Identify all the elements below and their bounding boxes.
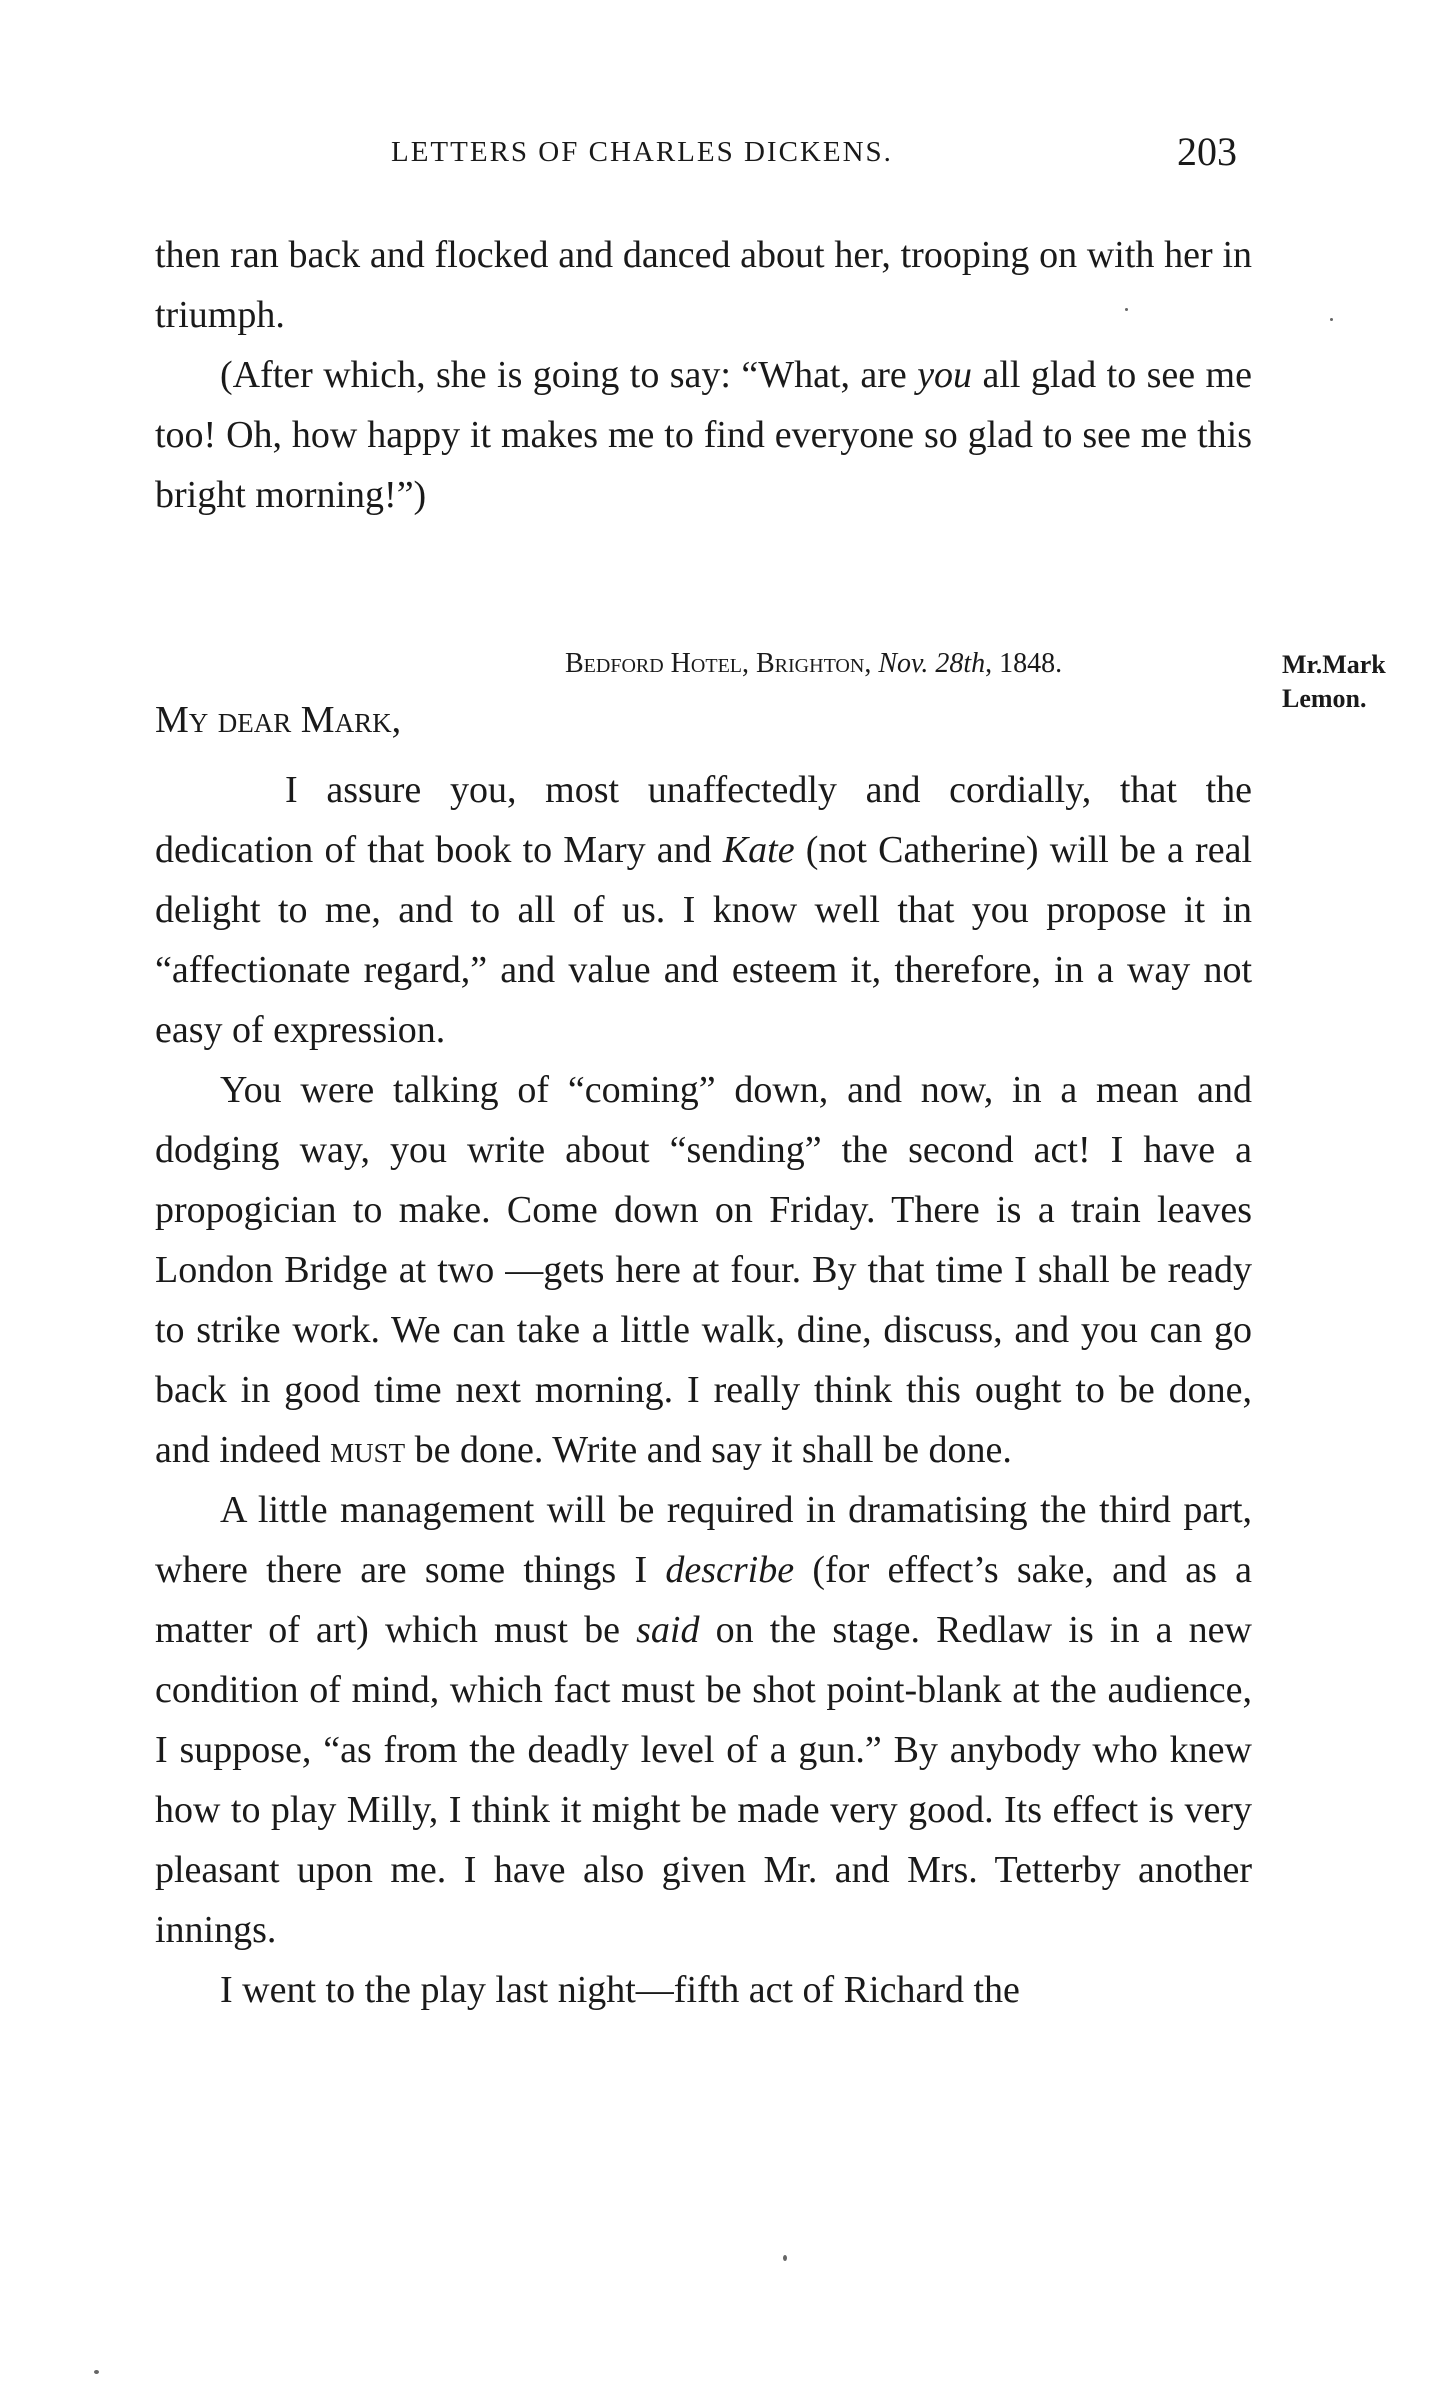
paragraph: (After which, she is going to say: “What, are you all glad to see me too! Oh, how happy it makes me to find everyone so glad to see me this bright morning!”) bbox=[155, 354, 1252, 516]
letter-dateline: Bedford Hotel, Brighton, Nov. 28th, 1848. bbox=[565, 648, 1063, 679]
page-number: 203 bbox=[1177, 129, 1237, 174]
paper-speck bbox=[1330, 318, 1333, 321]
running-head bbox=[155, 128, 1255, 178]
paragraph: I assure you, most unaffectedly and cordially, that the dedication of that book to Mary and Kate (not Catherine) will be a real delight to me, and to all of us. I know well that you propose it in “affectionate regard,” and value and esteem it, therefore, in a way not easy of expression. bbox=[155, 769, 1252, 1051]
paper-speck bbox=[94, 2370, 99, 2374]
paper-speck bbox=[1125, 308, 1128, 311]
top-passage bbox=[155, 225, 1252, 525]
paragraph: I went to the play last night—fifth act of Richard the bbox=[220, 1969, 1020, 2011]
paragraph: then ran back and flocked and danced about her, trooping on with her in triumph. bbox=[155, 234, 1252, 336]
paragraph: A little management will be required in dramatising the third part, where there are some things I describe (for effect’s sake, and as a matter of art) which must be said on the stage. Redlaw is in a new condition of mind, which fact must be shot point-blank at the audience, I suppose, “as from the deadly level of a gun.” By anybody who knew how to play Milly, I think it might be made very good. Its effect is very pleasant upon me. I have also given Mr. and Mrs. Tetterby another innings. bbox=[155, 1489, 1252, 1951]
margin-note-recipient: Mr.Mark Lemon. bbox=[1282, 650, 1386, 713]
paper-speck bbox=[783, 2255, 787, 2261]
paragraph: You were talking of “coming” down, and now, in a mean and dodging way, you write about “sending” the second act! I have a propogician to make. Come down on Friday. There is a train leaves London Bridge at two —gets here at four. By that time I shall be ready to strike work. We can take a little walk, dine, discuss, and you can go back in good time next morning. I really think this ought to be done, and indeed must be done. Write and say it shall be done. bbox=[155, 1069, 1252, 1471]
letter-salutation: My dear Mark, bbox=[155, 699, 402, 741]
running-title: LETTERS OF CHARLES DICKENS. bbox=[391, 136, 893, 168]
letter-body bbox=[155, 760, 1252, 2020]
